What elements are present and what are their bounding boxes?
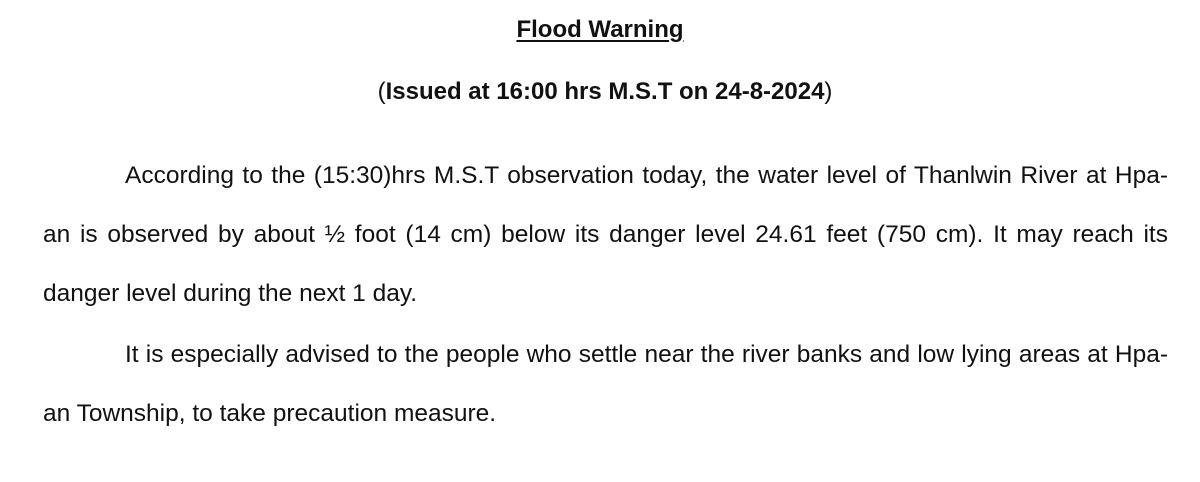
issued-close-paren: ) [824,78,833,105]
document-title: Flood Warning [516,16,684,43]
issued-open-paren: ( [377,78,386,105]
issued-timestamp: Issued at 16:00 hrs M.S.T on 24-8-2024 [385,78,825,105]
issued-line [0,78,1200,106]
advisory-paragraph: It is especially advised to the people who settle near the river banks and low lying areas at Hpa-an Township, to take precaution measure. [43,341,1168,427]
observation-paragraph: According to the (15:30)hrs M.S.T observation today, the water level of Thanlwin River at Hpa-an is observed by about ½ foot (14 cm) below its danger level 24.61 feet (750 cm). It may reach its danger level during the next 1 day. [43,162,1168,307]
